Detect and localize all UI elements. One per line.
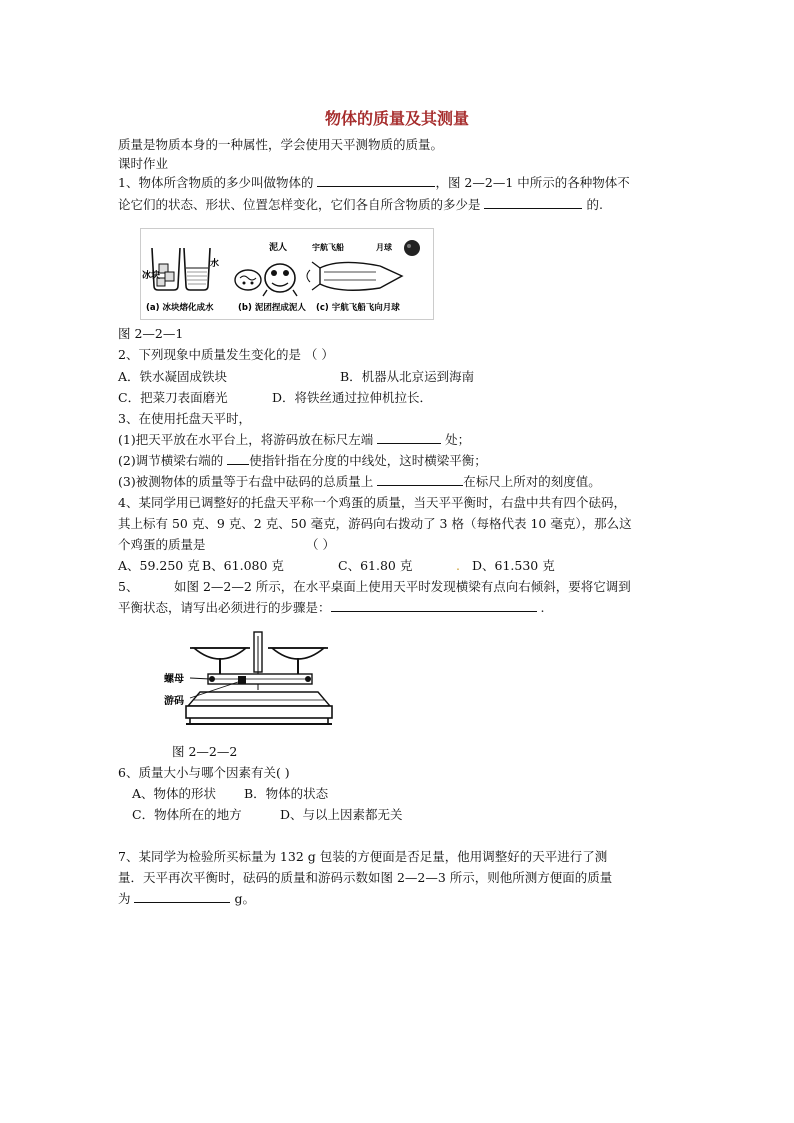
fig1-label-ship: 宇航飞船 xyxy=(312,243,344,252)
q3-step-3-text-b: 在标尺上所对的刻度值。 xyxy=(463,474,601,489)
fig1-caption-b: (b) 泥团捏成泥人 xyxy=(238,303,306,313)
q3-step-3-text-a: (3)被测物体的质量等于右盘中砝码的总质量上 xyxy=(118,474,378,489)
q5-text-a: 平衡状态，请写出必须进行的步骤是： xyxy=(118,600,331,615)
fig2-label-rider: 游码 xyxy=(164,696,184,707)
moon-illustration xyxy=(404,240,420,256)
question-4-line-3: 个鸡蛋的质量是 xyxy=(118,537,206,552)
question-5-line-2 xyxy=(118,599,544,617)
section-label: 课时作业 xyxy=(118,156,169,171)
figure-2-2-1 xyxy=(140,228,434,320)
q5-blank[interactable] xyxy=(331,599,537,612)
q4-option-b[interactable]: B、61.080 克 xyxy=(202,558,284,573)
spaceship-illustration xyxy=(307,262,402,290)
q5-text-b: . xyxy=(536,600,545,615)
q3-step-3 xyxy=(118,473,601,491)
fig2-label-nut: 螺母 xyxy=(164,674,184,685)
intro-text: 质量是物质本身的一种属性，学会使用天平测物质的质量。 xyxy=(118,137,444,152)
balance-illustration xyxy=(186,632,332,724)
fig1-label-ice: 冰块 xyxy=(142,271,161,281)
fig1-caption-a: (a) 冰块熔化成水 xyxy=(146,303,214,313)
question-7-line-2: 量．天平再次平衡时，砝码的质量和游码示数如图 2—2—3 所示，则他所测方便面的质量 xyxy=(118,870,613,885)
figure-2-2-1-name: 图 2—2—1 xyxy=(118,326,184,341)
q6-option-a[interactable]: A、物体的形状 xyxy=(132,786,217,801)
q1-text-c: 论它们的状态、形状、位置怎样变化，它们各自所含物质的多少是 xyxy=(118,197,485,212)
ice-beaker-illustration xyxy=(152,248,180,290)
q3-step-2 xyxy=(118,452,487,470)
q4-option-d[interactable]: D、61.530 克 xyxy=(472,558,555,573)
q1-text-b: ，图 2—2—1 中所示的各种物体不 xyxy=(435,175,630,190)
q3-step-1-text-a: (1)把天平放在水平台上，将游码放在标尺左端 xyxy=(118,432,378,447)
question-1-line-1 xyxy=(118,174,630,192)
question-4-line-1: 4、某同学用已调整好的托盘天平称一个鸡蛋的质量，当天平平衡时，右盘中共有四个砝码， xyxy=(118,495,626,510)
q2-option-b[interactable]: B．机器从北京运到海南 xyxy=(340,369,475,384)
q3-blank-2[interactable] xyxy=(227,452,249,465)
q5-number: 5、 xyxy=(118,579,139,594)
q3-step-1-text-b: 处； xyxy=(441,432,471,447)
q2-option-d[interactable]: D．将铁丝通过拉伸机拉长． xyxy=(272,390,433,405)
question-4-line-2: 其上标有 50 克、9 克、2 克、50 毫克，游码向右拨动了 3 格（每格代表 10 毫克），那么这 xyxy=(118,516,632,531)
q6-option-b[interactable]: B．物体的状态 xyxy=(244,786,329,801)
q2-option-a[interactable]: A．铁水凝固成铁块 xyxy=(118,369,228,384)
page-title: 物体的质量及其测量 xyxy=(324,109,469,128)
q1-text-a: 1、物体所含物质的多少叫做物体的 xyxy=(118,175,318,190)
question-3-stem: 3、在使用托盘天平时， xyxy=(118,411,251,426)
q3-step-2-text-a: (2)调节横梁右端的 xyxy=(118,453,228,468)
question-5-line-1: 如图 2—2—2 所示，在水平桌面上使用天平时发现横梁有点向右倾斜，要将它调到 xyxy=(174,579,631,594)
q6-option-c[interactable]: C．物体所在的地方 xyxy=(132,807,242,822)
question-1-line-2 xyxy=(118,196,603,214)
q4-stray-dot: . xyxy=(456,558,460,573)
q4-answer-paren: （ ） xyxy=(306,537,335,552)
clay-illustration xyxy=(235,264,297,296)
q3-step-1 xyxy=(118,431,470,449)
q1-text-d: 的. xyxy=(582,197,603,212)
figure-2-2-2 xyxy=(160,628,340,732)
fig1-label-water: 水 xyxy=(210,259,220,269)
fig1-label-clay: 泥人 xyxy=(269,243,288,253)
q7-text-a: 为 xyxy=(118,891,135,906)
q4-option-c[interactable]: C、61.80 克 xyxy=(338,558,413,573)
fig1-caption-c: (c) 宇航飞船飞向月球 xyxy=(316,303,400,313)
q4-option-a[interactable]: A、59.250 克 xyxy=(118,558,200,573)
water-beaker-illustration xyxy=(184,248,210,290)
q1-blank-2[interactable] xyxy=(484,196,582,209)
q7-text-b: g。 xyxy=(230,891,255,906)
question-7-line-3 xyxy=(118,890,255,908)
q6-option-d[interactable]: D、与以上因素都无关 xyxy=(280,807,403,822)
q1-blank-1[interactable] xyxy=(317,174,435,187)
q2-option-c[interactable]: C．把菜刀表面磨光 xyxy=(118,390,228,405)
question-7-line-1: 7、某同学为检验所买标量为 132 g 包装的方便面是否足量，他用调整好的天平进行了测 xyxy=(118,849,608,864)
q3-step-2-text-b: 使指针指在分度的中线处，这时横梁平衡； xyxy=(249,453,487,468)
fig1-label-moon: 月球 xyxy=(376,243,392,252)
figure-2-2-2-name: 图 2—2—2 xyxy=(172,744,238,759)
question-6-stem: 6、质量大小与哪个因素有关( ) xyxy=(118,765,290,780)
q7-blank[interactable] xyxy=(134,890,230,903)
q3-blank-1[interactable] xyxy=(377,431,441,444)
question-2-stem: 2、下列现象中质量发生变化的是 （ ） xyxy=(118,347,334,362)
q3-blank-3[interactable] xyxy=(377,473,463,486)
